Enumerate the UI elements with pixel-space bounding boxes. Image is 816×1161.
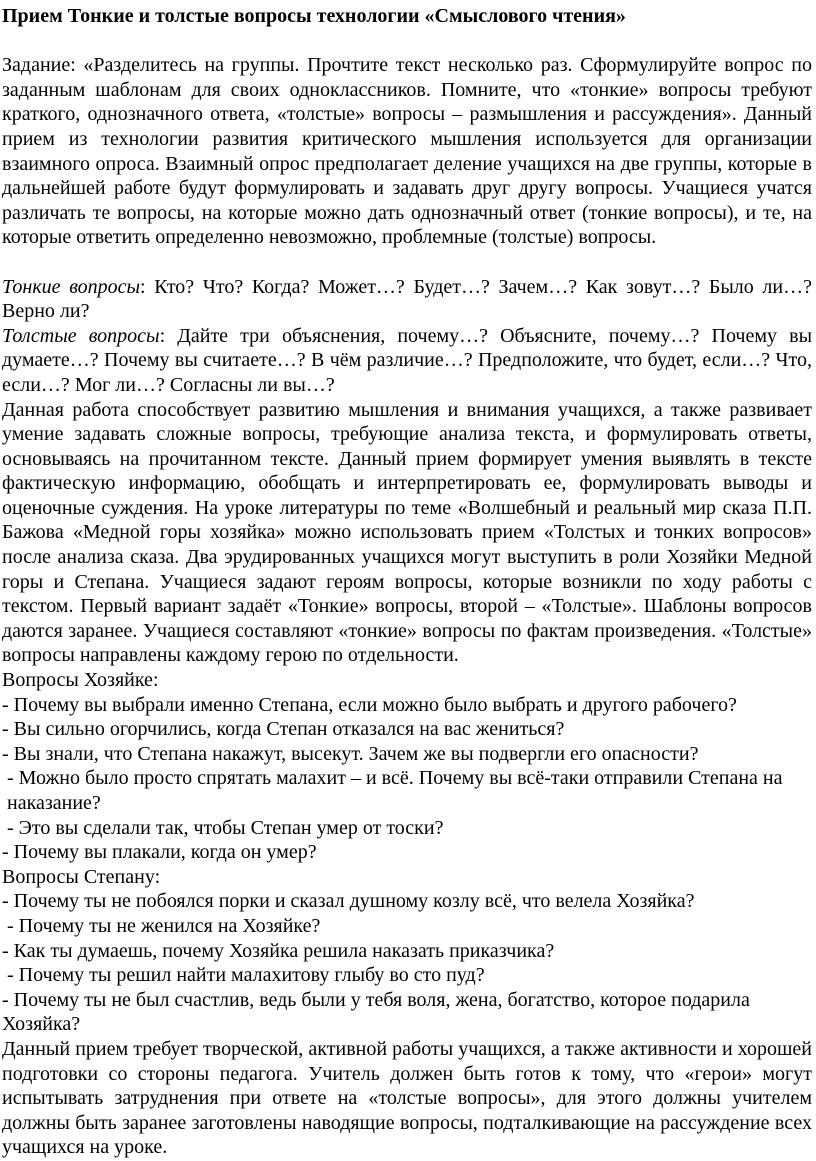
mistress-question: - Вы знали, что Степана накажут, высекут. Зачем же вы подвергли его опасности? bbox=[2, 742, 699, 765]
stepan-question: - Почему ты не побоялся порки и сказал душному козлу всё, что велела Хозяйка? bbox=[2, 890, 695, 913]
description-paragraph: Данная работа способствует развитию мышления и внимания учащихся, а также развивает умение задавать сложные вопросы, требующие анализа текста, и формулировать ответы, основываясь на прочитанном тексте. Данный прием формирует умения выявлять в тексте фактическую информацию, обобщать и интерпретировать ее, формулировать выводы и оценочные суждения. На уроке литературы по теме «Волшебный и реальный мир сказа П.П. Бажова «Медной горы хозяйка» можно использовать прием «Толстых и тонких вопросов» после анализа сказа. Два эрудированных учащихся могут выступить в роли Хозяйки Медной горы и Степана. Учащиеся задают героям вопросы, которые возникли по ходу работы с текстом. Первый вариант задаёт «Тонкие» вопросы, второй – «Толстые». Шаблоны вопросов даются заранее. Учащиеся составляют «тонкие» вопросы по фактам произведения. «Толстые» вопросы направлены каждому герою по отдельности. bbox=[2, 398, 812, 667]
mistress-question: - Почему вы плакали, когда он умер? bbox=[2, 841, 317, 864]
mistress-question: - Можно было просто спрятать малахит – и всё. Почему вы всё-таки отправили Степана на наказание? bbox=[7, 767, 783, 814]
thin-questions-label: Тонкие вопросы bbox=[2, 275, 141, 298]
thick-questions-paragraph bbox=[2, 324, 812, 398]
mistress-questions-heading: Вопросы Хозяйке: bbox=[2, 669, 159, 692]
stepan-question: - Почему ты не был счастлив, ведь были у тебя воля, жена, богатство, которое подарила Хозяйка? bbox=[2, 988, 750, 1036]
mistress-question: - Это вы сделали так, чтобы Степан умер от тоски? bbox=[7, 816, 444, 839]
stepan-question: - Почему ты не женился на Хозяйке? bbox=[7, 914, 321, 937]
stepan-question: - Как ты думаешь, почему Хозяйка решила наказать приказчика? bbox=[2, 939, 555, 962]
thin-questions-text: : Кто? Что? Когда? Может…? Будет…? Зачем…? Как зовут…? Было ли…? Верно ли? bbox=[2, 275, 812, 323]
task-paragraph: Задание: «Разделитесь на группы. Прочтите текст несколько раз. Сформулируйте вопрос по заданным шаблонам для своих одноклассников. Помните, что «тонкие» вопросы требуют краткого, однозначного ответа, «толстые» вопросы – размышления и рассуждения». Данный прием из технологии развития критического мышления используется для организации взаимного опроса. Взаимный опрос предполагает деление учащихся на две группы, которые в дальнейшей работе будут формулировать и задавать друг другу вопросы. Учащиеся учатся различать те вопросы, на которые можно дать однозначный ответ (тонкие вопросы), и те, на которые ответить определенно невозможно, проблемные (толстые) вопросы. bbox=[2, 54, 812, 249]
thin-questions-paragraph bbox=[2, 275, 812, 324]
stepan-questions-heading: Вопросы Степану: bbox=[2, 865, 161, 888]
thick-questions-label: Толстые вопросы bbox=[2, 324, 160, 347]
spacer bbox=[2, 29, 812, 54]
mistress-question: - Вы сильно огорчились, когда Степан отказался на вас жениться? bbox=[2, 718, 565, 741]
stepan-question: - Почему ты решил найти малахитову глыбу во сто пуд? bbox=[7, 964, 485, 987]
spacer bbox=[2, 250, 812, 275]
document-page bbox=[0, 4, 816, 1161]
thick-questions-text: : Дайте три объяснения, почему…? Объясните, почему…? Почему вы думаете…? Почему вы считаете…? В чём различие…? Предположите, что будет, если…? Что, если…? Мог ли…? Согласны ли вы…? bbox=[2, 324, 813, 396]
mistress-question: - Почему вы выбрали именно Степана, если можно было выбрать и другого рабочего? bbox=[2, 693, 737, 716]
document-title: Прием Тонкие и толстые вопросы технологии «Смыслового чтения» bbox=[2, 5, 626, 27]
conclusion-paragraph: Данный прием требует творческой, активной работы учащихся, а также активности и хорошей подготовки со стороны педагога. Учитель должен быть готов к тому, что «герои» могут испытывать затруднения при ответе на «толстые вопросы», для этого должны учителем должны быть заранее заготовлены наводящие вопросы, подталкивающие на рассуждение всех учащихся на уроке. bbox=[2, 1037, 812, 1159]
